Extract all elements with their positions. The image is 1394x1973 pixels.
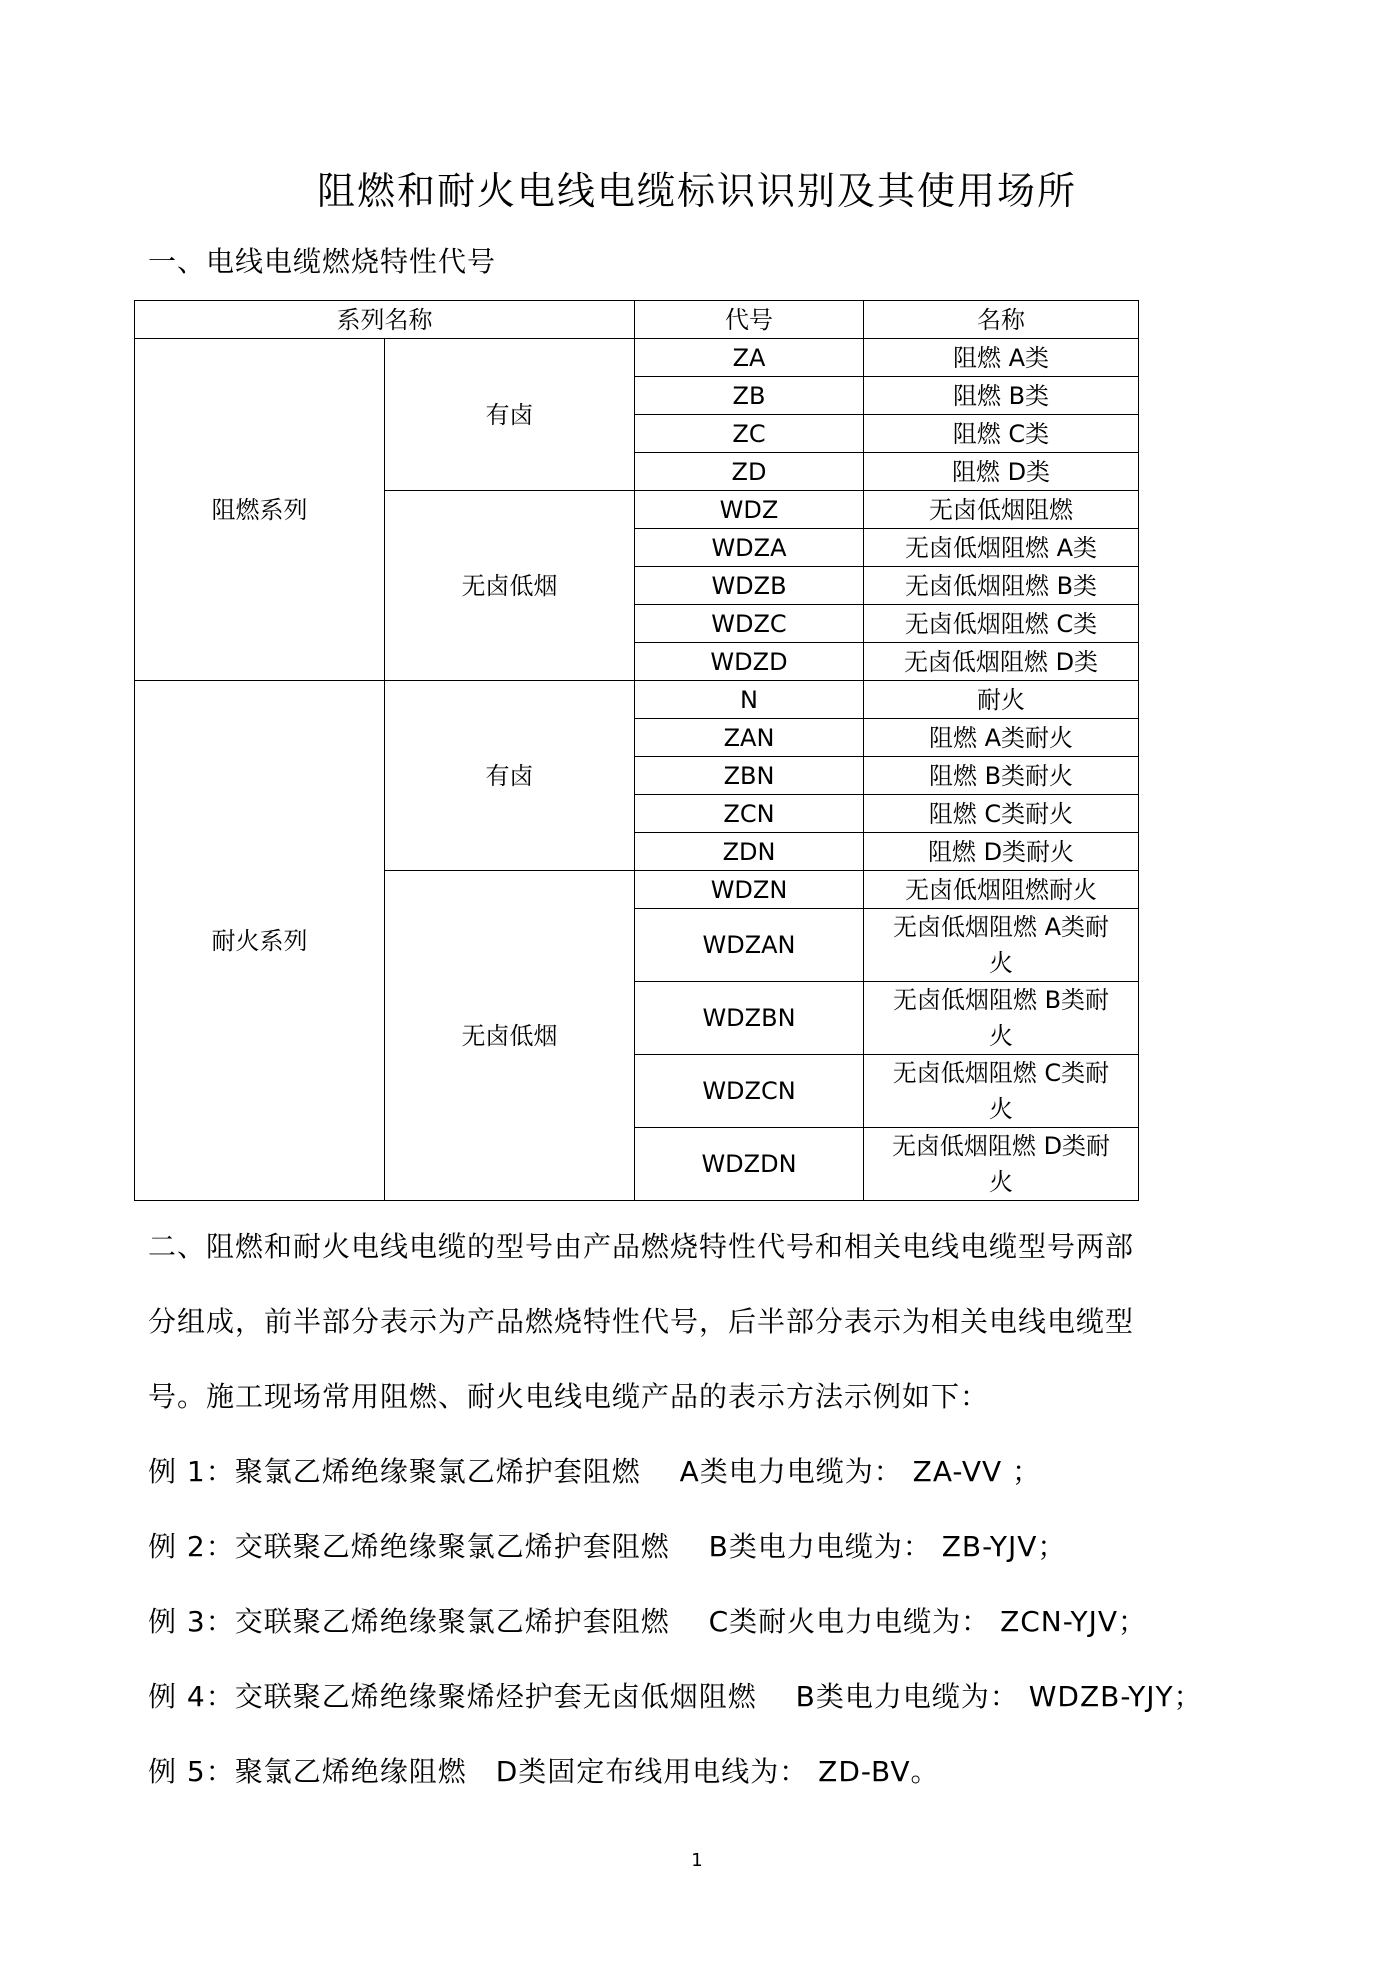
name-cell: 无卤低烟阻燃耐火 — [864, 871, 1139, 909]
header-code: 代号 — [635, 301, 864, 339]
header-name: 名称 — [864, 301, 1139, 339]
name-line: 无卤低烟阻燃 C类耐 — [892, 1059, 1110, 1087]
table-header-row — [135, 301, 1139, 339]
flame-code-table — [134, 300, 1139, 1201]
name-cell: 耐火 — [864, 681, 1139, 719]
code-cell: ZCN — [635, 795, 864, 833]
code-cell: WDZBN — [635, 982, 864, 1055]
section2-paragraph-line: 分组成，前半部分表示为产品燃烧特性代号，后半部分表示为相关电线电缆型 — [148, 1305, 1135, 1338]
type-cell: 无卤低烟 — [385, 491, 635, 681]
name-cell: 阻燃 D类 — [864, 453, 1139, 491]
name-line: 火 — [989, 1168, 1013, 1196]
code-cell: ZC — [635, 415, 864, 453]
code-cell: WDZD — [635, 643, 864, 681]
name-cell — [864, 982, 1139, 1055]
name-line: 无卤低烟阻燃 A类耐 — [892, 913, 1110, 941]
example-line: 例 5：聚氯乙烯绝缘阻燃 D类固定布线用电线为： ZD-BV。 — [148, 1755, 940, 1788]
code-cell: ZBN — [635, 757, 864, 795]
section-heading-1: 一、电线电缆燃烧特性代号 — [148, 245, 497, 278]
code-cell: ZAN — [635, 719, 864, 757]
code-cell: WDZAN — [635, 909, 864, 982]
name-cell: 阻燃 C类 — [864, 415, 1139, 453]
example-line: 例 4：交联聚乙烯绝缘聚烯烃护套无卤低烟阻燃 B类电力电缆为： WDZB-YJY； — [148, 1680, 1203, 1713]
name-line: 火 — [989, 949, 1013, 977]
code-cell: WDZCN — [635, 1055, 864, 1128]
name-cell: 无卤低烟阻燃 B类 — [864, 567, 1139, 605]
name-cell: 阻燃 C类耐火 — [864, 795, 1139, 833]
name-line: 火 — [989, 1095, 1013, 1123]
name-cell: 无卤低烟阻燃 D类 — [864, 643, 1139, 681]
table-row — [135, 681, 1139, 719]
name-cell: 阻燃 A类 — [864, 339, 1139, 377]
page-number: 1 — [691, 1850, 703, 1871]
series-cell: 阻燃系列 — [135, 339, 385, 681]
code-cell: ZDN — [635, 833, 864, 871]
name-cell — [864, 1128, 1139, 1201]
type-cell: 无卤低烟 — [385, 871, 635, 1201]
header-series-name: 系列名称 — [135, 301, 635, 339]
code-cell: WDZC — [635, 605, 864, 643]
name-line: 无卤低烟阻燃 B类耐 — [892, 986, 1110, 1014]
example-line: 例 3：交联聚乙烯绝缘聚氯乙烯护套阻燃 C类耐火电力电缆为： ZCN-YJV； — [148, 1605, 1148, 1638]
section2-paragraph-line: 二、阻燃和耐火电线电缆的型号由产品燃烧特性代号和相关电线电缆型号两部 — [148, 1230, 1135, 1263]
name-cell: 阻燃 B类 — [864, 377, 1139, 415]
name-cell — [864, 1055, 1139, 1128]
name-cell: 阻燃 A类耐火 — [864, 719, 1139, 757]
code-cell: ZB — [635, 377, 864, 415]
name-cell: 无卤低烟阻燃 — [864, 491, 1139, 529]
section2-paragraph-line: 号。施工现场常用阻燃、耐火电线电缆产品的表示方法示例如下： — [148, 1380, 990, 1413]
code-cell: ZD — [635, 453, 864, 491]
name-cell: 阻燃 B类耐火 — [864, 757, 1139, 795]
code-cell: ZA — [635, 339, 864, 377]
name-cell: 无卤低烟阻燃 A类 — [864, 529, 1139, 567]
example-line: 例 1：聚氯乙烯绝缘聚氯乙烯护套阻燃 A类电力电缆为： ZA-VV ； — [148, 1455, 1042, 1488]
table-row — [135, 339, 1139, 377]
example-line: 例 2：交联聚乙烯绝缘聚氯乙烯护套阻燃 B类电力电缆为： ZB-YJV； — [148, 1530, 1067, 1563]
name-line: 无卤低烟阻燃 D类耐 — [891, 1132, 1111, 1160]
series-cell: 耐火系列 — [135, 681, 385, 1201]
code-cell: WDZN — [635, 871, 864, 909]
page-title: 阻燃和耐火电线电缆标识识别及其使用场所 — [316, 169, 1077, 213]
type-cell: 有卤 — [385, 681, 635, 871]
type-cell: 有卤 — [385, 339, 635, 491]
name-line: 火 — [989, 1022, 1013, 1050]
code-cell: WDZDN — [635, 1128, 864, 1201]
name-cell: 阻燃 D类耐火 — [864, 833, 1139, 871]
code-cell: WDZA — [635, 529, 864, 567]
name-cell: 无卤低烟阻燃 C类 — [864, 605, 1139, 643]
code-cell: WDZ — [635, 491, 864, 529]
name-cell — [864, 909, 1139, 982]
code-cell: WDZB — [635, 567, 864, 605]
code-cell: N — [635, 681, 864, 719]
